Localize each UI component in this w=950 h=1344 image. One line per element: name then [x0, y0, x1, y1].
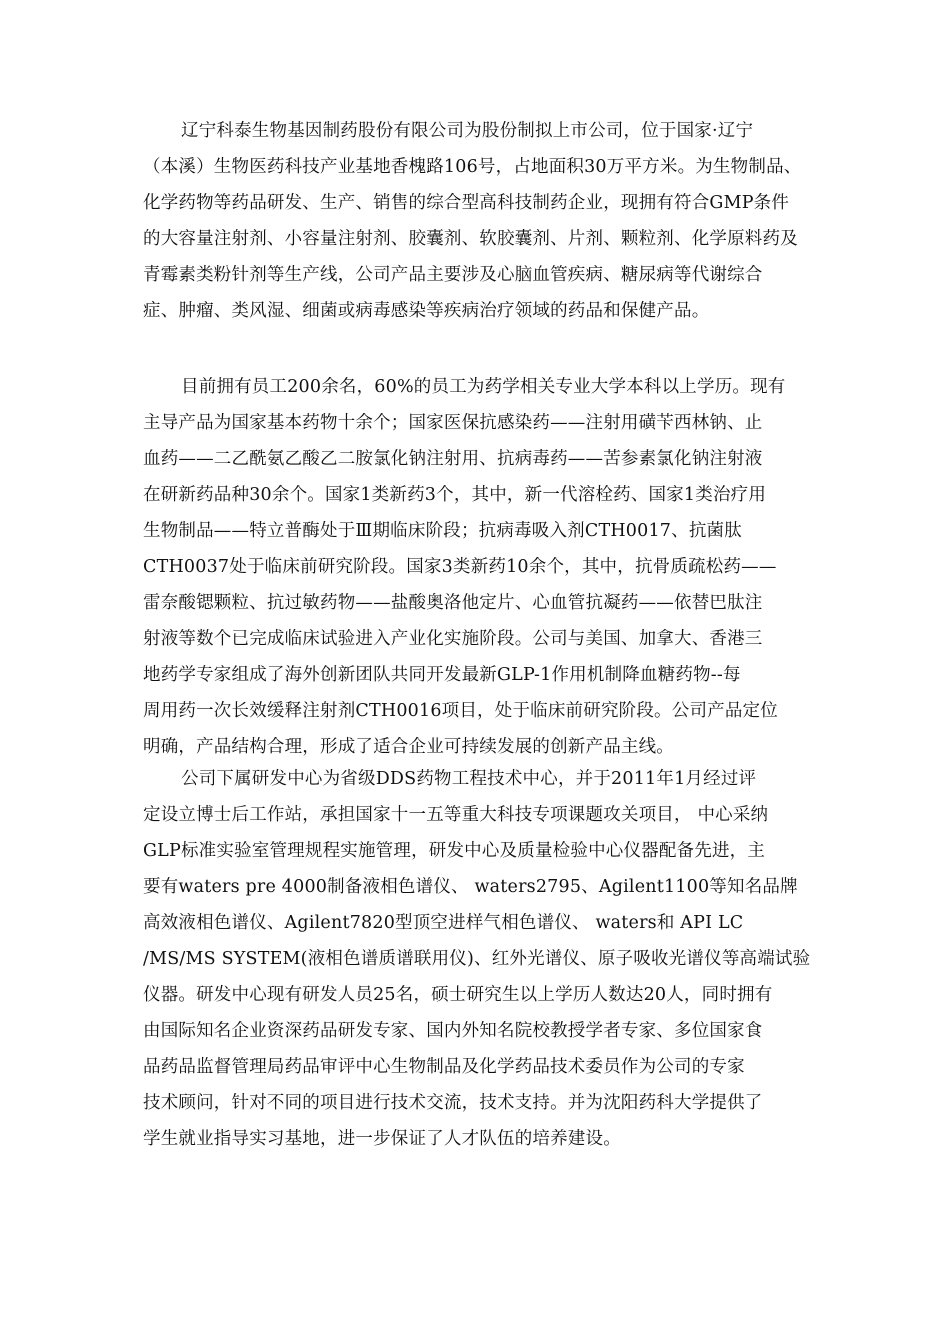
paragraph-line: 在研新药品种30余个。国家1类新药3个，其中，新一代溶栓药、国家1类治疗用 — [143, 485, 767, 505]
paragraph-line: 辽宁科泰生物基因制药股份有限公司为股份制拟上市公司，位于国家·辽宁 — [181, 121, 754, 141]
paragraph-line: 品药品监督管理局药品审评中心生物制品及化学药品技术委员作为公司的专家 — [143, 1057, 745, 1077]
paragraph-line: 的大容量注射剂、小容量注射剂、胶囊剂、软胶囊剂、片剂、颗粒剂、化学原料药及 — [143, 229, 798, 249]
paragraph-line: 血药——二乙酰氨乙酸乙二胺氯化钠注射用、抗病毒药——苦参素氯化钠注射液 — [143, 449, 763, 469]
paragraph-line: 公司下属研发中心为省级DDS药物工程技术中心，并于2011年1月经过评 — [181, 769, 757, 789]
paragraph-line: 技术顾问，针对不同的项目进行技术交流，技术支持。并为沈阳药科大学提供了 — [143, 1093, 763, 1113]
paragraph-line: 化学药物等药品研发、生产、销售的综合型高科技制药企业，现拥有符合GMP条件 — [143, 193, 790, 213]
paragraph-line: 定设立博士后工作站，承担国家十一五等重大科技专项课题攻关项目， 中心采纳 — [143, 805, 769, 825]
paragraph-line: 明确，产品结构合理，形成了适合企业可持续发展的创新产品主线。 — [143, 737, 674, 757]
paragraph-line: 主导产品为国家基本药物十余个；国家医保抗感染药——注射用磺苄西林钠、止 — [143, 413, 763, 433]
paragraph-line: （本溪）生物医药科技产业基地香槐路106号，占地面积30万平方米。为生物制品、 — [143, 157, 802, 177]
paragraph-line: 学生就业指导实习基地，进一步保证了人才队伍的培养建设。 — [143, 1129, 621, 1149]
paragraph-line: 青霉素类粉针剂等生产线，公司产品主要涉及心脑血管疾病、糖尿病等代谢综合 — [143, 265, 763, 285]
paragraph-line: 症、肿瘤、类风湿、细菌或病毒感染等疾病治疗领域的药品和保健产品。 — [143, 301, 710, 321]
paragraph-line: 要有waters pre 4000制备液相色谱仪、 waters2795、Agilent1100等知名品牌 — [143, 877, 798, 897]
paragraph-line: /MS/MS SYSTEM(液相色谱质谱联用仪)、红外光谱仪、原子吸收光谱仪等高端试验 — [143, 949, 811, 969]
paragraph-line: 地药学专家组成了海外创新团队共同开发最新GLP-1作用机制降血糖药物--每 — [143, 665, 741, 685]
paragraph-line: 生物制品——特立普酶处于Ⅲ期临床阶段；抗病毒吸入剂CTH0017、抗菌肽 — [143, 521, 742, 541]
paragraph-line: 射液等数个已完成临床试验进入产业化实施阶段。公司与美国、加拿大、香港三 — [143, 629, 763, 649]
paragraph-line: 雷奈酸锶颗粒、抗过敏药物——盐酸奥洛他定片、心血管抗凝药——依替巴肽注 — [143, 593, 763, 613]
paragraph-line: CTH0037处于临床前研究阶段。国家3类新药10余个，其中，抗骨质疏松药—— — [143, 557, 777, 577]
paragraph-line: 目前拥有员工200余名，60%的员工为药学相关专业大学本科以上学历。现有 — [181, 377, 786, 397]
paragraph-line: 周用药一次长效缓释注射剂CTH0016项目，处于临床前研究阶段。公司产品定位 — [143, 701, 778, 721]
paragraph-line: 高效液相色谱仪、Agilent7820型顶空进样气相色谱仪、 waters和 API LC — [143, 913, 744, 933]
paragraph-line: 仪器。研发中心现有研发人员25名，硕士研究生以上学历人数达20人，同时拥有 — [143, 985, 773, 1005]
paragraph-line: 由国际知名企业资深药品研发专家、国内外知名院校教授学者专家、多位国家食 — [143, 1021, 763, 1041]
paragraph-line: GLP标准实验室管理规程实施管理，研发中心及质量检验中心仪器配备先进，主 — [143, 841, 766, 861]
